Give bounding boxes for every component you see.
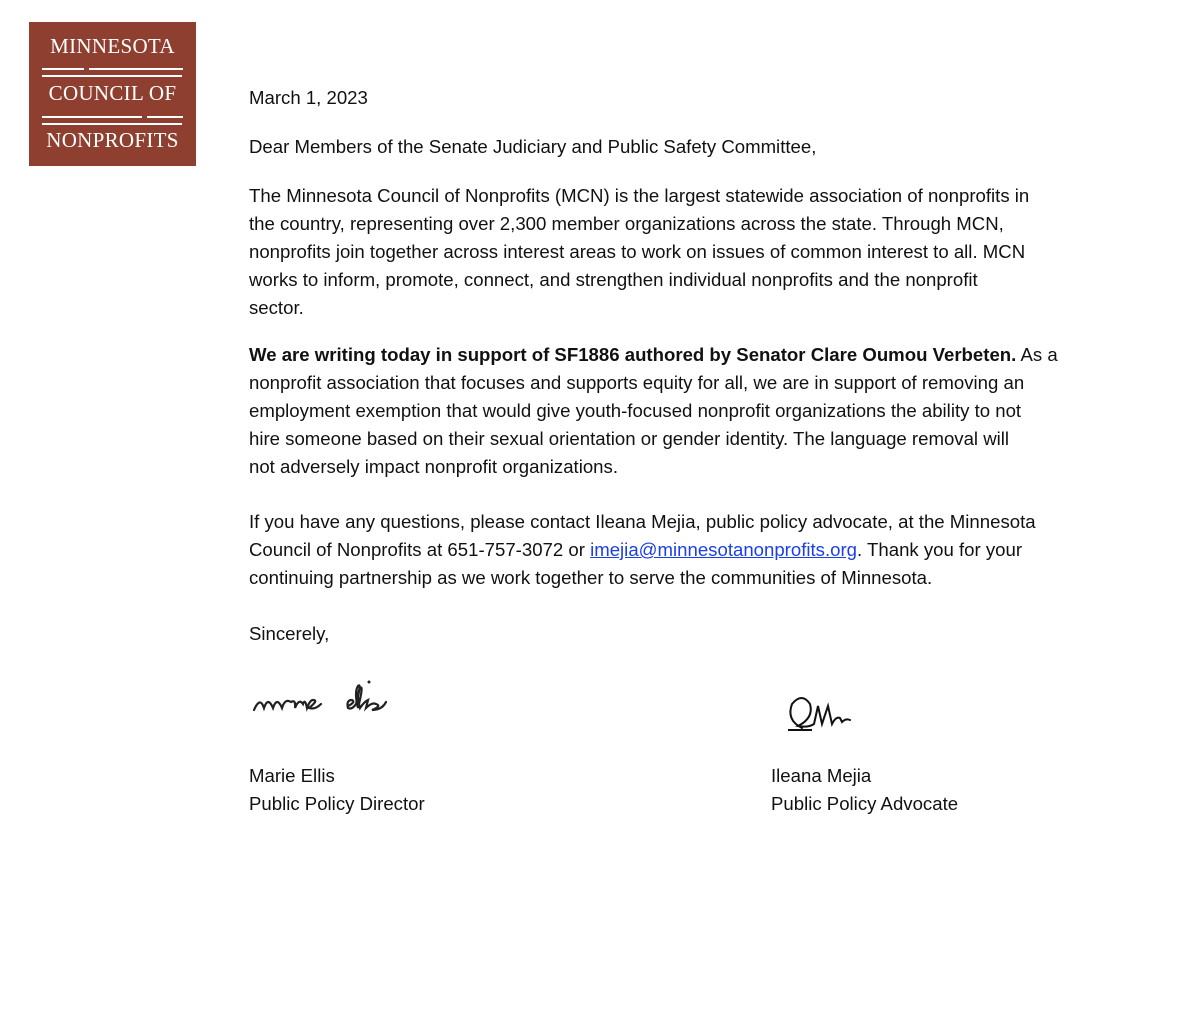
text-line: continuing partnership as we work together to serve the communities of Minnesota. xyxy=(249,567,933,588)
text-line: hire someone based on their sexual orientation or gender identity. The language removal will xyxy=(249,428,1010,449)
salutation: Dear Members of the Senate Judiciary and Public Safety Committee, xyxy=(249,136,817,157)
paragraph-1 xyxy=(249,182,1029,322)
signature-marie-ellis xyxy=(250,672,460,722)
logo-line-2: COUNCIL OF xyxy=(48,81,177,105)
signature-ileana-mejia xyxy=(784,692,864,736)
signer-1-title: Public Policy Director xyxy=(249,793,425,814)
paragraph-2 xyxy=(249,341,1058,481)
text-line: . Thank you for your xyxy=(857,539,1023,560)
text-line: nonprofit association that focuses and supports equity for all, we are in support of removing an xyxy=(249,372,1025,393)
mcn-logo xyxy=(29,22,196,166)
text-line: nonprofits join together across interest areas to work on issues of common interest to all. MCN xyxy=(249,241,1026,262)
closing: Sincerely, xyxy=(249,623,330,644)
text-line: works to inform, promote, connect, and strengthen individual nonprofits and the nonprofit xyxy=(249,269,978,290)
text-line: The Minnesota Council of Nonprofits (MCN) is the largest statewide association of nonprofits in xyxy=(249,185,1030,206)
paragraph-3 xyxy=(249,508,1036,592)
email-link[interactable]: imejia@minnesotanonprofits.org xyxy=(590,539,858,560)
logo-line-1: MINNESOTA xyxy=(50,34,175,58)
text-line: employment exemption that would give youth-focused nonprofit organizations the ability to not xyxy=(249,400,1022,421)
text-line: the country, representing over 2,300 member organizations across the state. Through MCN, xyxy=(249,213,1004,234)
signer-2-title: Public Policy Advocate xyxy=(771,793,959,814)
support-statement: We are writing today in support of SF1886 authored by Senator Clare Oumou Verbeten. xyxy=(249,344,1017,365)
text-line: If you have any questions, please contact Ileana Mejia, public policy advocate, at the Minnesota xyxy=(249,511,1036,532)
letter-date: March 1, 2023 xyxy=(249,87,368,108)
text-line: not adversely impact nonprofit organizations. xyxy=(249,456,618,477)
signer-2-name: Ileana Mejia xyxy=(771,765,872,786)
text-line: Council of Nonprofits at 651-757-3072 or xyxy=(249,539,591,560)
text-line: As a xyxy=(1016,344,1058,365)
logo-line-3: NONPROFITS xyxy=(46,128,179,152)
signer-1-name: Marie Ellis xyxy=(249,765,335,786)
text-line: sector. xyxy=(249,297,304,318)
